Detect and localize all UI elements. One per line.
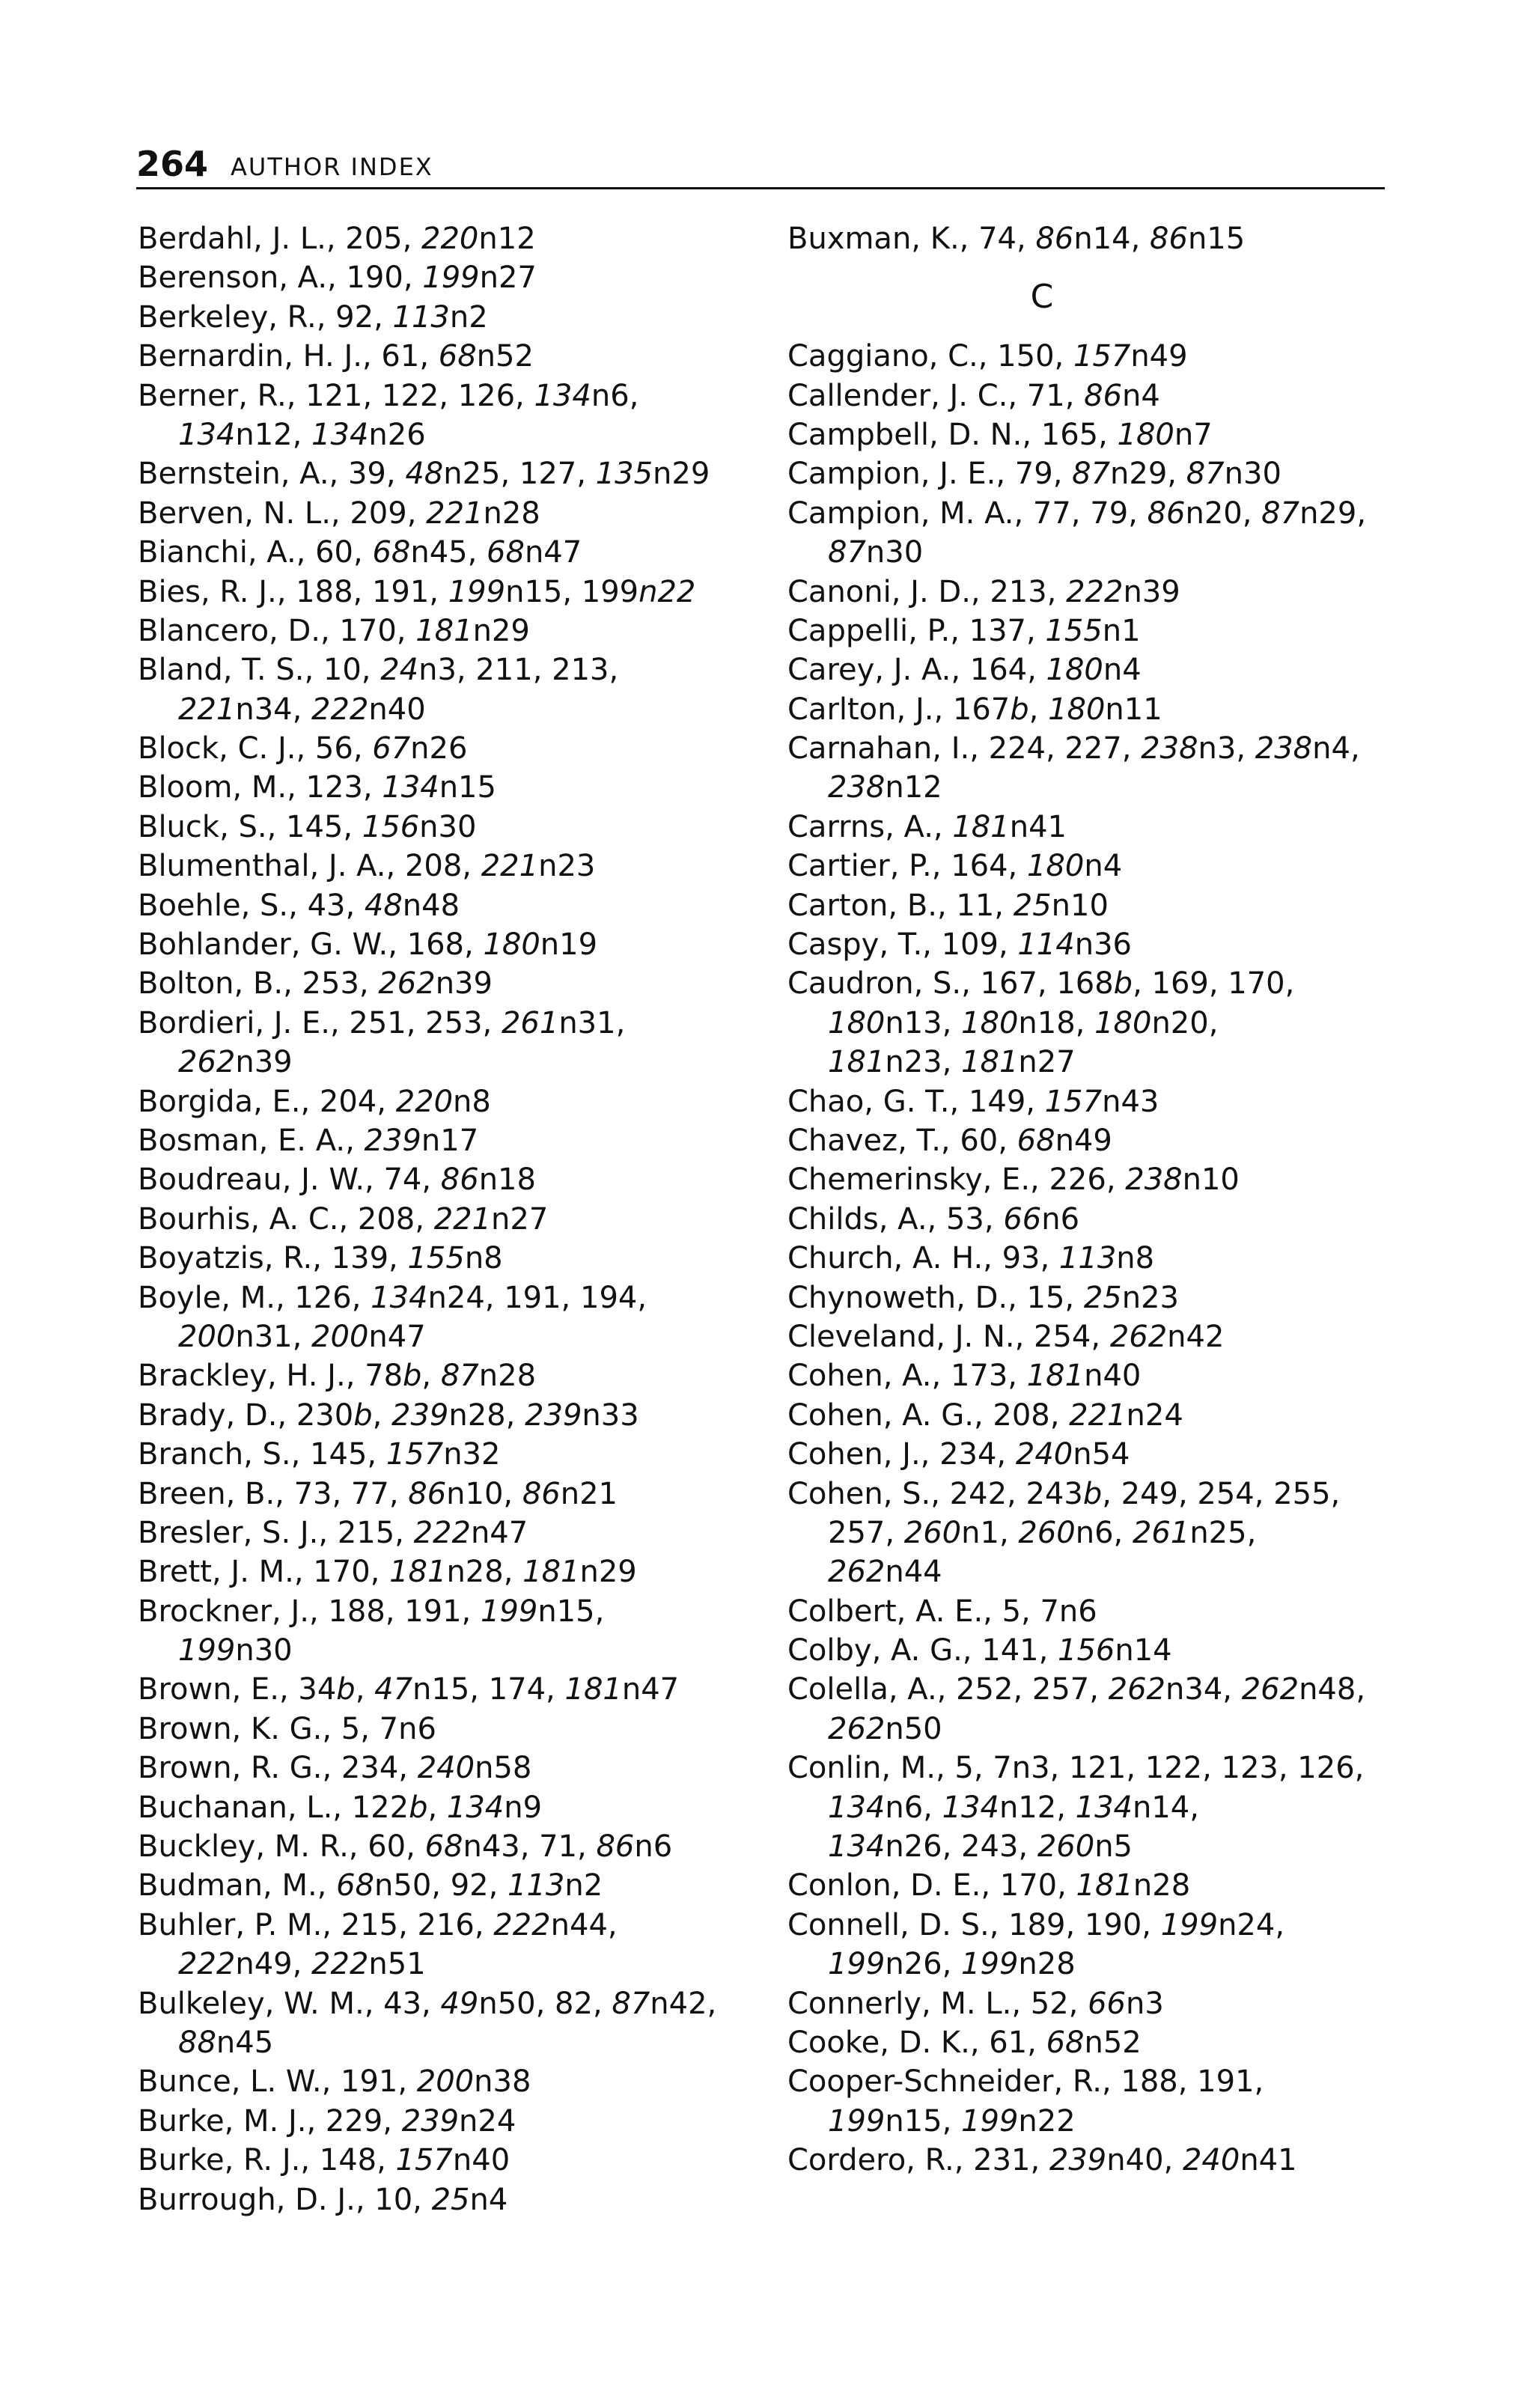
index-entry-line: Burrough, D. J., 10, 25n4 [138, 2182, 508, 2217]
index-entry-line: Bolton, B., 253, 262n39 [138, 966, 493, 1002]
index-entry [787, 337, 1386, 376]
index-entry-line: Buxman, K., 74, 86n14, 86n15 [787, 222, 1246, 256]
index-entry-line: Brackley, H. J., 78b, 87n28 [138, 1359, 537, 1394]
index-entry-line: Brown, R. G., 234, 240n58 [138, 1751, 532, 1786]
index-entry-line: Bunce, L. W., 191, 200n38 [138, 2064, 531, 2100]
index-entry-line: Bluck, S., 145, 156n30 [138, 809, 477, 844]
index-entry [787, 1749, 1386, 1866]
index-entry [787, 612, 1386, 650]
index-column-left [138, 219, 766, 2219]
index-entry-line: Cohen, A. G., 208, 221n24 [787, 1397, 1183, 1433]
index-entry [138, 573, 766, 612]
index-entry-line: Carey, J. A., 164, 180n4 [787, 653, 1142, 688]
index-entry-continuation: 238n12 [828, 770, 942, 805]
index-entry-line: Boudreau, J. W., 74, 86n18 [138, 1162, 536, 1198]
index-entry-continuation: 262n44 [828, 1555, 942, 1590]
index-entry [787, 2141, 1386, 2180]
index-entry [787, 219, 1386, 258]
index-entry [138, 1670, 766, 1709]
index-entry [138, 886, 766, 925]
index-entry [138, 298, 766, 337]
index-entry-continuation: 257, 260n1, 260n6, 261n25, [828, 1515, 1257, 1550]
index-entry [787, 2023, 1386, 2062]
index-entry [787, 454, 1386, 493]
index-entry-line: Church, A. H., 93, 113n8 [787, 1241, 1155, 1276]
index-entry [787, 2062, 1386, 2141]
index-entry-line: Boyatzis, R., 139, 155n8 [138, 1241, 503, 1276]
index-entry [138, 612, 766, 650]
index-entry-line: Brady, D., 230b, 239n28, 239n33 [138, 1397, 639, 1433]
index-entry-line: Brown, K. G., 5, 7n6 [138, 1711, 436, 1746]
index-entry-line: Bourhis, A. C., 208, 221n27 [138, 1201, 549, 1237]
index-entry-line: Bernardin, H. J., 61, 68n52 [138, 339, 534, 374]
index-entry [787, 1475, 1386, 1592]
index-entry-line: Childs, A., 53, 66n6 [787, 1201, 1080, 1237]
index-entry-line: Bernstein, A., 39, 48n25, 127, 135n29 [138, 457, 710, 492]
index-entry-line: Buckley, M. R., 60, 68n43, 71, 86n6 [138, 1829, 673, 1865]
index-entry-line: Bordieri, J. E., 251, 253, 261n31, [138, 1005, 626, 1040]
index-entry [138, 1906, 766, 1984]
index-entry [787, 690, 1386, 729]
index-entry-continuation: 134n12, 134n26 [178, 417, 426, 452]
index-entry-line: Bianchi, A., 60, 68n45, 68n47 [138, 535, 582, 570]
index-entry-line: Berenson, A., 190, 199n27 [138, 260, 537, 296]
header-rule [136, 187, 1385, 189]
index-entry-line: Bland, T. S., 10, 24n3, 211, 213, [138, 653, 619, 688]
index-entry-line: Bresler, S. J., 215, 222n47 [138, 1515, 528, 1550]
index-entry-line: Colbert, A. E., 5, 7n6 [787, 1594, 1097, 1629]
index-entry [138, 2141, 766, 2180]
index-entry [787, 1984, 1386, 2023]
index-entry [138, 1239, 766, 1278]
index-entry-line: Berkeley, R., 92, 113n2 [138, 299, 488, 335]
index-entry [138, 768, 766, 807]
index-entry [138, 1552, 766, 1591]
index-entry [787, 1396, 1386, 1435]
index-entry [787, 1435, 1386, 1474]
index-entry-continuation: 200n31, 200n47 [178, 1319, 426, 1354]
index-entry-line: Bies, R. J., 188, 191, 199n15, 199n22 [138, 574, 696, 609]
index-entry-line: Connerly, M. L., 52, 66n3 [787, 1986, 1164, 2021]
index-entry-line: Callender, J. C., 71, 86n4 [787, 378, 1160, 413]
index-entry-line: Buchanan, L., 122b, 134n9 [138, 1790, 543, 1825]
index-entry [787, 1278, 1386, 1317]
index-entry-line: Blumenthal, J. A., 208, 221n23 [138, 849, 596, 884]
index-entry-line: Bloom, M., 123, 134n15 [138, 770, 496, 805]
index-entry [138, 2062, 766, 2101]
index-entry [138, 377, 766, 455]
index-entry-line: Branch, S., 145, 157n32 [138, 1437, 501, 1472]
index-entry-line: Buhler, P. M., 215, 216, 222n44, [138, 1907, 618, 1942]
index-entry-line: Cohen, J., 234, 240n54 [787, 1437, 1130, 1472]
index-entry [138, 1356, 766, 1395]
index-entry-line: Budman, M., 68n50, 92, 113n2 [138, 1868, 603, 1903]
index-entry [138, 1710, 766, 1749]
index-entry-line: Canoni, J. D., 213, 222n39 [787, 574, 1180, 609]
index-entry [787, 1592, 1386, 1631]
index-entry [138, 258, 766, 297]
index-entry [138, 1200, 766, 1239]
index-entry [787, 925, 1386, 964]
index-entry [787, 808, 1386, 847]
index-entry [787, 377, 1386, 415]
index-entry-line: Bohlander, G. W., 168, 180n19 [138, 927, 598, 963]
index-entry [787, 573, 1386, 612]
index-entry-line: Conlon, D. E., 170, 181n28 [787, 1868, 1191, 1903]
index-entry [787, 847, 1386, 886]
index-entry-line: Breen, B., 73, 77, 86n10, 86n21 [138, 1476, 618, 1511]
index-entry [787, 1239, 1386, 1278]
index-entry-continuation: 199n15, 199n22 [828, 2103, 1076, 2139]
index-entry-line: Carlton, J., 167b, 180n11 [787, 692, 1162, 727]
index-entry [138, 454, 766, 493]
index-entry-continuation: 88n45 [178, 2025, 274, 2060]
index-entry-line: Brown, E., 34b, 47n15, 174, 181n47 [138, 1672, 680, 1707]
index-entry-line: Colby, A. G., 141, 156n14 [787, 1633, 1172, 1668]
index-entry-line: Cleveland, J. N., 254, 262n42 [787, 1319, 1225, 1354]
index-entry-line: Chynoweth, D., 15, 25n23 [787, 1280, 1179, 1315]
index-entry [787, 886, 1386, 925]
index-entry [787, 650, 1386, 689]
index-column-right [787, 219, 1386, 2180]
index-entry [138, 729, 766, 768]
index-entry [787, 1160, 1386, 1199]
index-entry [138, 964, 766, 1003]
index-entry-continuation: 262n50 [828, 1711, 942, 1746]
index-entry-line: Cartier, P., 164, 180n4 [787, 849, 1123, 884]
index-entry-line: Campbell, D. N., 165, 180n7 [787, 417, 1213, 452]
index-entry-line: Chemerinsky, E., 226, 238n10 [787, 1162, 1240, 1198]
index-entry [138, 1004, 766, 1082]
index-entry-continuation: 221n34, 222n40 [178, 692, 426, 727]
index-entry-line: Caggiano, C., 150, 157n49 [787, 339, 1188, 374]
index-entry [138, 925, 766, 964]
index-entry-line: Bosman, E. A., 239n17 [138, 1123, 479, 1158]
index-entry-line: Berven, N. L., 209, 221n28 [138, 496, 540, 531]
index-entry [138, 1435, 766, 1474]
index-entry [787, 1317, 1386, 1356]
index-entry [138, 1160, 766, 1199]
index-entry [138, 1592, 766, 1671]
index-entry-line: Brockner, J., 188, 191, 199n15, [138, 1594, 605, 1629]
index-entry-line: Caudron, S., 167, 168b, 169, 170, [787, 966, 1295, 1002]
index-entry-continuation: 180n13, 180n18, 180n20, [828, 1005, 1219, 1040]
index-entry [787, 1121, 1386, 1160]
index-entry [138, 1396, 766, 1435]
index-entry [138, 1082, 766, 1121]
index-entry [138, 1788, 766, 1827]
index-entry-line: Boehle, S., 43, 48n48 [138, 888, 460, 923]
index-entry-continuation: 222n49, 222n51 [178, 1947, 426, 1982]
index-entry-continuation: 87n30 [828, 535, 924, 570]
index-entry-line: Berdahl, J. L., 205, 220n12 [138, 222, 536, 256]
index-entry-line: Block, C. J., 56, 67n26 [138, 731, 468, 766]
index-entry-line: Carrns, A., 181n41 [787, 809, 1067, 844]
index-entry [138, 1475, 766, 1514]
index-entry [138, 494, 766, 533]
index-entry-line: Bulkeley, W. M., 43, 49n50, 82, 87n42, [138, 1986, 717, 2021]
index-entry [138, 847, 766, 886]
index-entry-line: Burke, M. J., 229, 239n24 [138, 2103, 516, 2139]
index-entry [787, 1200, 1386, 1239]
index-entry-line: Campion, J. E., 79, 87n29, 87n30 [787, 457, 1281, 492]
page-number: 264 [136, 144, 209, 184]
index-entry [138, 2102, 766, 2141]
index-entry [138, 650, 766, 729]
index-entry-line: Berner, R., 121, 122, 126, 134n6, [138, 378, 639, 413]
index-entry-line: Campion, M. A., 77, 79, 86n20, 87n29, [787, 496, 1367, 531]
index-entry [138, 1984, 766, 2063]
index-entry-line: Cappelli, P., 137, 155n1 [787, 613, 1141, 648]
index-entry-line: Caspy, T., 109, 114n36 [787, 927, 1132, 963]
index-entry [138, 1749, 766, 1787]
index-entry [787, 494, 1386, 573]
index-entry-line: Chavez, T., 60, 68n49 [787, 1124, 1112, 1158]
index-entry-line: Boyle, M., 126, 134n24, 191, 194, [138, 1280, 647, 1315]
index-entry [787, 1670, 1386, 1749]
index-entry-continuation: 134n26, 243, 260n5 [828, 1829, 1133, 1865]
index-entry [138, 1121, 766, 1160]
index-entry-line: Cohen, S., 242, 243b, 249, 254, 255, [787, 1476, 1341, 1511]
index-entry [138, 533, 766, 572]
index-entry-line: Cooper-Schneider, R., 188, 191, [787, 2064, 1264, 2100]
index-entry-continuation: 199n30 [178, 1633, 293, 1668]
index-entry-line: Burke, R. J., 148, 157n40 [138, 2143, 511, 2178]
index-entry [138, 1866, 766, 1905]
index-entry [787, 415, 1386, 454]
index-entry [787, 1631, 1386, 1670]
section-letter-heading: C [1030, 278, 1054, 317]
index-entry-line: Colella, A., 252, 257, 262n34, 262n48, [787, 1672, 1366, 1707]
index-entry [787, 1356, 1386, 1395]
index-entry [138, 1278, 766, 1357]
index-entry [787, 1866, 1386, 1905]
index-entry-continuation: 134n6, 134n12, 134n14, [828, 1790, 1199, 1825]
index-entry-line: Cordero, R., 231, 239n40, 240n41 [787, 2143, 1297, 2178]
index-entry [787, 1082, 1386, 1121]
index-entry [138, 1827, 766, 1866]
index-entry [787, 964, 1386, 1082]
index-entry [138, 1514, 766, 1552]
index-entry [787, 1906, 1386, 1984]
index-entry-line: Brett, J. M., 170, 181n28, 181n29 [138, 1555, 637, 1590]
index-entry-line: Cooke, D. K., 61, 68n52 [787, 2025, 1142, 2060]
index-entry-line: Cohen, A., 173, 181n40 [787, 1359, 1142, 1394]
page-header [136, 133, 1385, 184]
index-entry-line: Borgida, E., 204, 220n8 [138, 1084, 491, 1119]
index-entry-line: Carnahan, I., 224, 227, 238n3, 238n4, [787, 731, 1360, 766]
index-entry [138, 2180, 766, 2219]
index-entry-continuation: 262n39 [178, 1045, 293, 1080]
index-entry-line: Chao, G. T., 149, 157n43 [787, 1084, 1159, 1119]
index-entry-line: Conlin, M., 5, 7n3, 121, 122, 123, 126, [787, 1751, 1365, 1786]
index-entry-line: Blancero, D., 170, 181n29 [138, 613, 530, 648]
index-entry-continuation: 199n26, 199n28 [828, 1947, 1076, 1982]
index-entry-continuation: 181n23, 181n27 [828, 1045, 1076, 1080]
index-entry [787, 729, 1386, 808]
index-entry [138, 808, 766, 847]
index-entry-line: Connell, D. S., 189, 190, 199n24, [787, 1907, 1285, 1942]
index-entry-line: Carton, B., 11, 25n10 [787, 888, 1109, 923]
running-head: AUTHOR INDEX [231, 153, 433, 181]
index-entry [138, 337, 766, 376]
index-entry [138, 219, 766, 258]
